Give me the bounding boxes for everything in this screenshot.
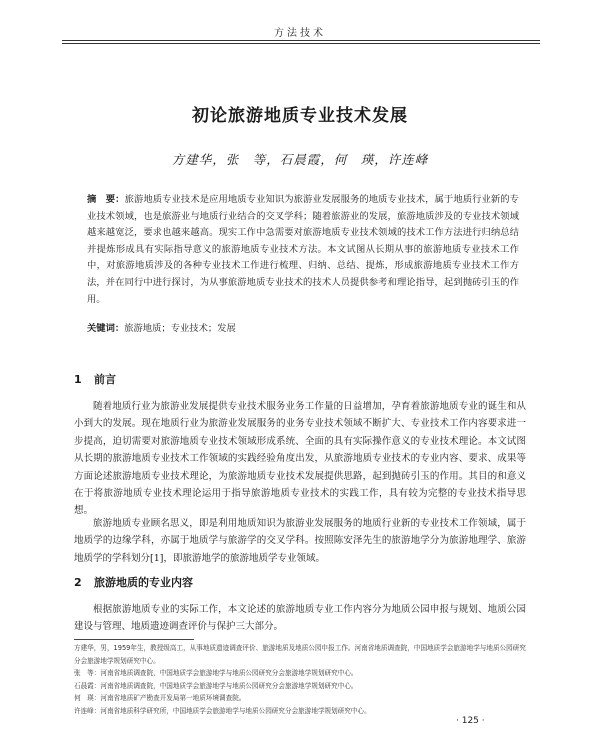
footnote: 方建华，男，1959年生，教授级高工，从事地质遗迹调查评价、旅游地质及地质公园申报工作。河南省地质调查院，中国地质学会旅游地学与地质公园研究分会旅游地学规划研究中心。 <box>74 644 526 665</box>
footnote-rule <box>74 639 194 640</box>
body-paragraph: 随着地质行业为旅游业发展提供专业技术服务业务工作量的日益增加，孕育着旅游地质专业的诞生和从小到大的发展。现在地质行业为旅游业发展服务的业务专业技术领域不断扩大、专业技术工作内容要求进一步提高，迫切需要对旅游地质专业技术领域形成系统、全面的具有实际操作意义的专业技术理论。本文试图从长期的旅游地质专业技术工作领域的实践经验角度出发，从旅游地质专业技术的专业内容、要求、成果等方面论述旅游地质专业技术理论，为旅游地质专业技术发展提供思路，起到抛砖引玉的作用。其目的和意义在于将旅游地质专业技术理论运用于指导旅游地质专业技术的实践工作，具有较为完整的专业技术指导思想。 <box>74 401 526 517</box>
section-heading <box>74 574 193 590</box>
footnote: 许连峰：河南省地质科学研究所，中国地质学会旅游地学与地质公园研究分会旅游地学规划研究中心。 <box>74 706 371 715</box>
section-number: 1 <box>74 373 82 386</box>
abstract <box>87 192 519 308</box>
section-number: 2 <box>74 576 82 589</box>
header-rule-thin <box>62 43 540 44</box>
footnote: 张 等：河南省地质调查院，中国地质学会旅游地学与地质公园研究分会旅游地学规划研究中心。 <box>74 669 358 678</box>
abstract-label: 摘 要： <box>87 194 125 205</box>
author-list: 方建华，张 等，石晨霞，何 瑛，许连峰 <box>171 152 429 167</box>
article-title: 初论旅游地质专业技术发展 <box>192 106 408 126</box>
section-title: 旅游地质的专业内容 <box>94 576 193 589</box>
footnotes <box>74 642 526 718</box>
body-paragraph: 根据旅游地质专业的实际工作，本文论述的旅游地质专业工作内容分为地质公园申报与规划、地质公园建设与管理、地质遗迹调查评价与保护三大部分。 <box>74 604 526 633</box>
section-heading <box>74 371 116 387</box>
keywords-label: 关键词： <box>87 323 125 334</box>
section-title: 前言 <box>94 373 116 386</box>
page-number: · 125 · <box>456 716 485 726</box>
body-paragraph: 旅游地质专业顾名思义，即是利用地质知识为旅游业发展服务的地质行业新的专业技术工作领域，属于地质学的边缘学科，亦属于地质学与旅游学的交叉学科。按照陈安泽先生的旅游地学分为旅游地理学、旅游地质学的学科划分[1]，即旅游地学的旅游地质学专业领域。 <box>74 518 526 564</box>
header-rule <box>62 40 540 41</box>
abstract-text: 旅游地质专业技术是应用地质专业知识为旅游业发展服务的地质专业技术，属于地质行业新的专业技术领域，也是旅游业与地质行业结合的交叉学科；随着旅游业的发展，旅游地质涉及的专业技术领域越来越宽泛，要求也越来越高。现实工作中急需要对旅游地质专业技术领域的技术工作方法进行归纳总结并提炼形成具有实际指导意义的旅游地质专业技术方法。本文试图从长期从事的旅游地质专业技术工作中，对旅游地质涉及的各种专业技术工作进行梳理、归纳、总结、提炼，形成旅游地质专业技术工作方法，并在同行中进行探讨，为从事旅游地质专业技术的技术人员提供参考和理论指导，起到抛砖引玉的作用。 <box>87 194 519 305</box>
keywords <box>87 321 519 337</box>
footnote: 何 瑛：河南省地质矿产勘查开发局第一地质环境调查院。 <box>74 694 246 703</box>
footnote: 石晨霞：河南省地质调查院，中国地质学会旅游地学与地质公园研究分会旅游地学规划研究中心。 <box>74 681 358 690</box>
running-header: 方法技术 <box>274 28 326 39</box>
keywords-text: 旅游地质；专业技术；发展 <box>124 323 236 334</box>
